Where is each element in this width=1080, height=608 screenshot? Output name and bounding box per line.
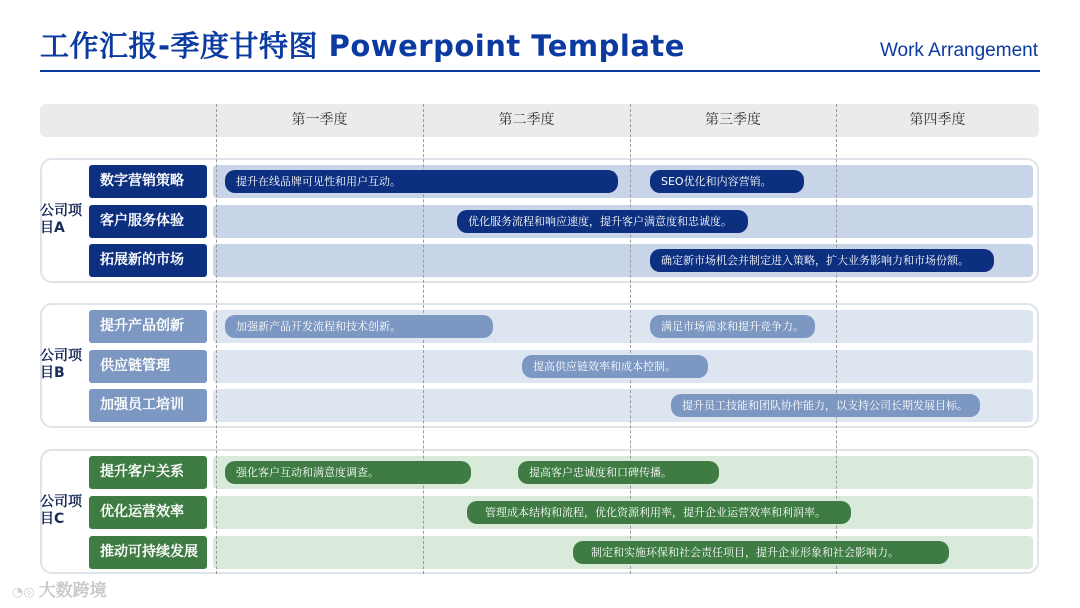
row-label: 加强员工培训 bbox=[89, 389, 207, 422]
gantt-bar[interactable]: SEO优化和内容营销。 bbox=[650, 170, 804, 193]
row-label: 推动可持续发展 bbox=[89, 536, 207, 569]
row-label: 提升客户关系 bbox=[89, 456, 207, 489]
quarter-label-q2: 第二季度 bbox=[498, 112, 555, 128]
quarter-header bbox=[40, 104, 1039, 137]
gantt-bar[interactable]: 加强新产品开发流程和技术创新。 bbox=[225, 315, 493, 338]
gantt-bar[interactable]: 满足市场需求和提升竞争力。 bbox=[650, 315, 815, 338]
gantt-bar[interactable]: 提升员工技能和团队协作能力，以支持公司长期发展目标。 bbox=[671, 394, 980, 417]
page-subtitle: Work Arrangement bbox=[879, 40, 1038, 61]
row-label: 提升产品创新 bbox=[89, 310, 207, 343]
gantt-bar[interactable]: 提升在线品牌可见性和用户互动。 bbox=[225, 170, 618, 193]
group-label-a: 公司项目A bbox=[40, 203, 82, 236]
gantt-bar[interactable]: 优化服务流程和响应速度，提升客户满意度和忠诚度。 bbox=[457, 210, 748, 233]
row-label: 客户服务体验 bbox=[89, 205, 207, 238]
gantt-bar[interactable]: 强化客户互动和满意度调查。 bbox=[225, 461, 471, 484]
page-title: 工作汇报-季度甘特图 Powerpoint Template bbox=[40, 29, 685, 63]
row-label: 供应链管理 bbox=[89, 350, 207, 383]
quarter-label-q1: 第一季度 bbox=[291, 112, 348, 128]
group-label-c: 公司项目C bbox=[40, 494, 82, 527]
gantt-bar[interactable]: 提高供应链效率和成本控制。 bbox=[522, 355, 708, 378]
row-label: 拓展新的市场 bbox=[89, 244, 207, 277]
gantt-bar[interactable]: 确定新市场机会并制定进入策略，扩大业务影响力和市场份额。 bbox=[650, 249, 994, 272]
watermark-text: 大数跨境 bbox=[38, 581, 107, 601]
gantt-bar[interactable]: 制定和实施环保和社会责任项目，提升企业形象和社会影响力。 bbox=[573, 541, 949, 564]
watermark bbox=[12, 576, 107, 601]
row-label: 优化运营效率 bbox=[89, 496, 207, 529]
gantt-bar[interactable]: 管理成本结构和流程，优化资源利用率，提升企业运营效率和利润率。 bbox=[467, 501, 851, 524]
group-label-b: 公司项目B bbox=[40, 348, 82, 381]
quarter-label-q4: 第四季度 bbox=[909, 112, 966, 128]
quarter-label-q3: 第三季度 bbox=[705, 112, 761, 128]
row-label: 数字营销策略 bbox=[89, 165, 207, 198]
gantt-bar[interactable]: 提高客户忠诚度和口碑传播。 bbox=[518, 461, 719, 484]
header-divider bbox=[40, 70, 1040, 72]
quarter-divider-q1-start bbox=[216, 104, 217, 574]
watermark-logo-icon: ◔◎ bbox=[12, 585, 35, 600]
